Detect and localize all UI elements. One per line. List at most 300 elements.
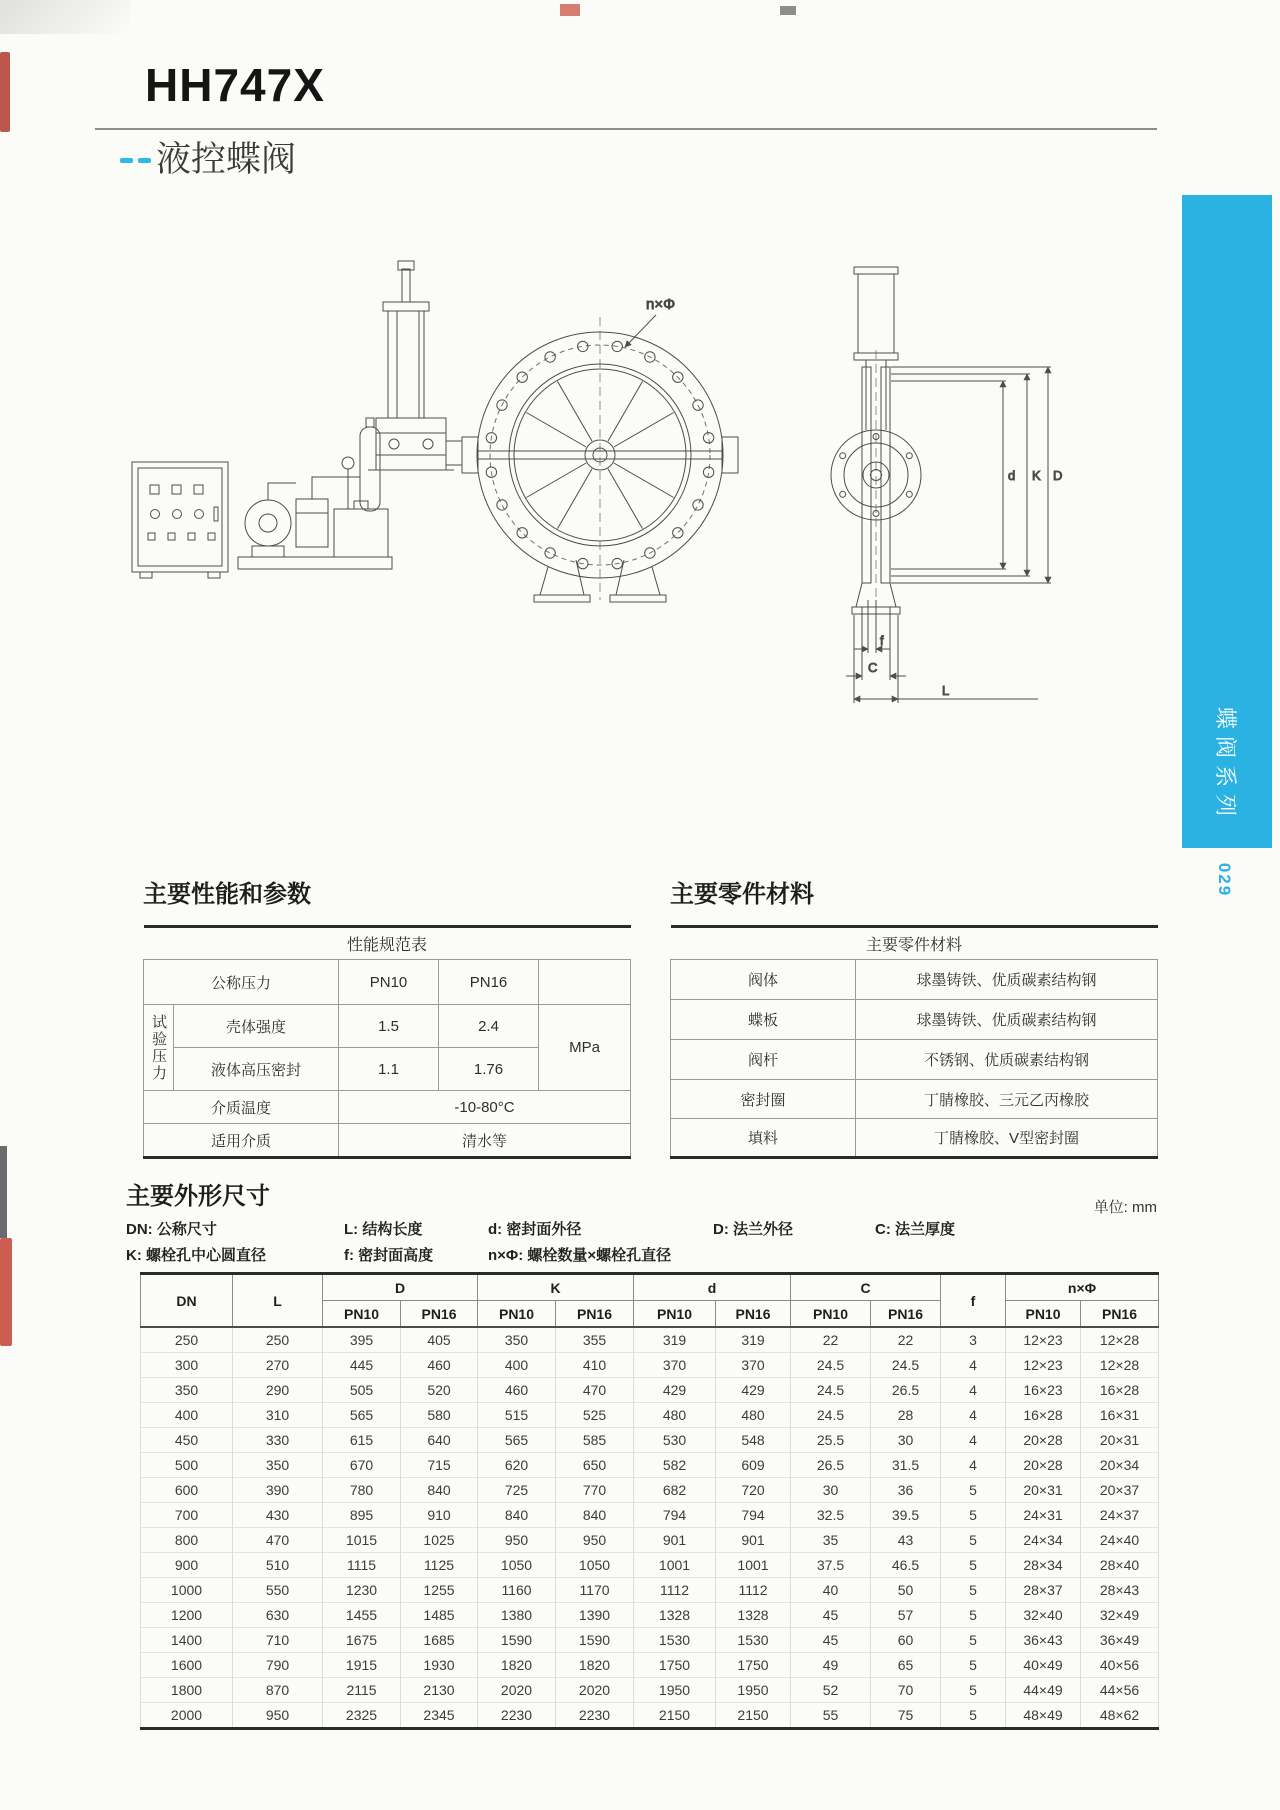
dimension-cell: 12×23 xyxy=(1006,1327,1081,1353)
actuator-drawing xyxy=(368,261,462,470)
dimension-cell: 840 xyxy=(401,1478,478,1503)
dimension-cell: 40 xyxy=(791,1578,871,1603)
col-header-f: f xyxy=(941,1274,1006,1328)
dimension-cell: 5 xyxy=(941,1603,1006,1628)
dimension-cell: 37.5 xyxy=(791,1553,871,1578)
table-row xyxy=(141,1353,1159,1378)
nominal-pressure-label: 公称压力 xyxy=(144,960,339,1005)
row-label: 液体高压密封 xyxy=(174,1048,339,1091)
part-material: 球墨铸铁、优质碳素结构钢 xyxy=(856,960,1158,1000)
dimensions-table-header xyxy=(141,1274,1159,1328)
dimension-cell: 48×49 xyxy=(1006,1703,1081,1729)
dimension-cell: 445 xyxy=(323,1353,401,1378)
value-cell: 1.76 xyxy=(439,1048,539,1091)
dimension-cell: 250 xyxy=(141,1327,233,1353)
table-row xyxy=(671,960,1158,1000)
dimension-cell: 3 xyxy=(941,1327,1006,1353)
dimension-cell: 1800 xyxy=(141,1678,233,1703)
dimension-cell: 319 xyxy=(634,1327,716,1353)
dim-label-d: d xyxy=(1008,468,1016,483)
table-header-row xyxy=(141,1274,1159,1301)
print-artifact xyxy=(0,1146,7,1238)
col-header-dn: DN xyxy=(141,1274,233,1328)
dimension-cell: 395 xyxy=(323,1327,401,1353)
dim-label-L: L xyxy=(942,683,950,698)
accent-dash xyxy=(138,158,151,163)
dimension-cell: 60 xyxy=(871,1628,941,1653)
temp-value: -10-80°C xyxy=(339,1091,631,1124)
dimension-cell: 582 xyxy=(634,1453,716,1478)
col-header-pn10: PN10 xyxy=(791,1301,871,1328)
materials-heading: 主要零件材料 xyxy=(670,881,814,908)
col-group-K: K xyxy=(478,1274,634,1301)
dimension-cell: 950 xyxy=(233,1703,323,1729)
legend-item: K: 螺栓孔中心圆直径 xyxy=(126,1247,266,1264)
col-header-pn10: PN10 xyxy=(1006,1301,1081,1328)
control-cabinet-drawing xyxy=(132,462,228,578)
dimension-cell: 1380 xyxy=(478,1603,556,1628)
col-group-n: n×Φ xyxy=(1006,1274,1159,1301)
dimension-cell: 1170 xyxy=(556,1578,634,1603)
dimension-cell: 24.5 xyxy=(791,1403,871,1428)
dimension-cell: 75 xyxy=(871,1703,941,1729)
dimension-cell: 840 xyxy=(556,1503,634,1528)
dimension-cell: 510 xyxy=(233,1553,323,1578)
table-row xyxy=(671,1080,1158,1119)
table-row xyxy=(141,1503,1159,1528)
dimension-cell: 31.5 xyxy=(871,1453,941,1478)
dimension-cell: 46.5 xyxy=(871,1553,941,1578)
page-number: 029 xyxy=(1215,862,1234,898)
dimension-cell: 1590 xyxy=(478,1628,556,1653)
dimension-cell: 565 xyxy=(478,1428,556,1453)
table-row xyxy=(141,1553,1159,1578)
dimension-cell: 5 xyxy=(941,1553,1006,1578)
dimension-cell: 4 xyxy=(941,1428,1006,1453)
table-row xyxy=(141,1403,1159,1428)
dimension-cell: 630 xyxy=(233,1603,323,1628)
dimension-cell: 70 xyxy=(871,1678,941,1703)
dimension-cell: 24.5 xyxy=(871,1353,941,1378)
dimension-cell: 2345 xyxy=(401,1703,478,1729)
dimension-cell: 620 xyxy=(478,1453,556,1478)
dimension-cell: 20×34 xyxy=(1081,1453,1159,1478)
dimension-cell: 682 xyxy=(634,1478,716,1503)
dimension-cell: 710 xyxy=(233,1628,323,1653)
dimension-cell: 45 xyxy=(791,1603,871,1628)
sidebar-series-label: 蝶阀系列 xyxy=(1213,706,1238,823)
dimension-cell: 405 xyxy=(401,1327,478,1353)
dimension-cell: 1328 xyxy=(634,1603,716,1628)
dimension-cell: 4 xyxy=(941,1353,1006,1378)
part-name: 填料 xyxy=(671,1119,856,1158)
part-material: 丁腈橡胶、V型密封圈 xyxy=(856,1119,1158,1158)
dimension-cell: 1820 xyxy=(478,1653,556,1678)
dimension-cell: 5 xyxy=(941,1653,1006,1678)
dimension-cell: 1255 xyxy=(401,1578,478,1603)
dimension-cell: 20×31 xyxy=(1006,1478,1081,1503)
col-header-l: L xyxy=(233,1274,323,1328)
col-header-pn10: PN10 xyxy=(478,1301,556,1328)
dimension-cell: 36×43 xyxy=(1006,1628,1081,1653)
dimension-cell: 5 xyxy=(941,1528,1006,1553)
performance-table xyxy=(143,925,631,1159)
media-value: 清水等 xyxy=(339,1124,631,1158)
dimension-cell: 35 xyxy=(791,1528,871,1553)
dimension-cell: 24.5 xyxy=(791,1378,871,1403)
dimension-cell: 1112 xyxy=(634,1578,716,1603)
performance-table-title: 性能规范表 xyxy=(144,927,631,960)
dimension-cell: 1400 xyxy=(141,1628,233,1653)
dimension-cell: 895 xyxy=(323,1503,401,1528)
dimension-cell: 1001 xyxy=(716,1553,791,1578)
dimension-cell: 400 xyxy=(478,1353,556,1378)
print-artifact xyxy=(0,0,130,34)
unit-cell: MPa xyxy=(539,1005,631,1091)
part-name: 蝶板 xyxy=(671,1000,856,1040)
materials-table-title: 主要零件材料 xyxy=(671,927,1158,960)
pn16-header: PN16 xyxy=(439,960,539,1005)
dimension-cell: 300 xyxy=(141,1353,233,1378)
media-label: 适用介质 xyxy=(144,1124,339,1158)
col-group-C: C xyxy=(791,1274,941,1301)
dimension-cell: 290 xyxy=(233,1378,323,1403)
dimension-cell: 700 xyxy=(141,1503,233,1528)
dimension-cell: 429 xyxy=(716,1378,791,1403)
pn10-header: PN10 xyxy=(339,960,439,1005)
dimension-cell: 20×28 xyxy=(1006,1428,1081,1453)
dimension-cell: 45 xyxy=(791,1628,871,1653)
dimension-cell: 1050 xyxy=(556,1553,634,1578)
dimension-cell: 2020 xyxy=(556,1678,634,1703)
table-row xyxy=(144,927,631,960)
dimension-cell: 1390 xyxy=(556,1603,634,1628)
performance-heading: 主要性能和参数 xyxy=(143,881,311,908)
dimension-cell: 470 xyxy=(556,1378,634,1403)
dimension-cell: 470 xyxy=(233,1528,323,1553)
dimension-cell: 794 xyxy=(716,1503,791,1528)
col-header-pn16: PN16 xyxy=(871,1301,941,1328)
dimension-cell: 548 xyxy=(716,1428,791,1453)
dimension-cell: 910 xyxy=(401,1503,478,1528)
table-row xyxy=(141,1453,1159,1478)
dimension-cell: 609 xyxy=(716,1453,791,1478)
table-row xyxy=(141,1628,1159,1653)
col-header-pn16: PN16 xyxy=(716,1301,791,1328)
dimension-cell: 1930 xyxy=(401,1653,478,1678)
col-header-pn16: PN16 xyxy=(556,1301,634,1328)
hydraulic-unit-drawing xyxy=(238,418,392,569)
dimension-cell: 550 xyxy=(233,1578,323,1603)
technical-drawing xyxy=(110,255,1070,725)
dimension-cell: 390 xyxy=(233,1478,323,1503)
dimensions-heading: 主要外形尺寸 xyxy=(126,1183,270,1210)
value-cell: 1.5 xyxy=(339,1005,439,1048)
dimension-cell: 715 xyxy=(401,1453,478,1478)
dimension-cell: 1025 xyxy=(401,1528,478,1553)
col-group-D: D xyxy=(323,1274,478,1301)
dimension-cell: 16×23 xyxy=(1006,1378,1081,1403)
table-row xyxy=(671,1119,1158,1158)
dimension-cell: 2230 xyxy=(556,1703,634,1729)
dimension-cell: 32×49 xyxy=(1081,1603,1159,1628)
dim-label-D: D xyxy=(1053,468,1063,483)
dimensions-legend xyxy=(126,1218,1157,1270)
dimension-cell: 520 xyxy=(401,1378,478,1403)
dimension-cell: 515 xyxy=(478,1403,556,1428)
dimension-cell: 1600 xyxy=(141,1653,233,1678)
dimension-cell: 36 xyxy=(871,1478,941,1503)
dimension-cell: 65 xyxy=(871,1653,941,1678)
part-material: 球墨铸铁、优质碳素结构钢 xyxy=(856,1000,1158,1040)
dimension-cell: 52 xyxy=(791,1678,871,1703)
table-row xyxy=(144,1005,631,1048)
table-row xyxy=(144,1124,631,1158)
table-row xyxy=(141,1678,1159,1703)
dimension-cell: 460 xyxy=(401,1353,478,1378)
dimension-cell: 5 xyxy=(941,1678,1006,1703)
test-pressure-label: 试验压力 xyxy=(144,1005,174,1091)
dimension-cell: 22 xyxy=(791,1327,871,1353)
dimension-cell: 49 xyxy=(791,1653,871,1678)
valve-side-view-drawing xyxy=(831,267,1062,703)
dimension-cell: 1328 xyxy=(716,1603,791,1628)
dimension-cell: 1230 xyxy=(323,1578,401,1603)
dimension-cell: 900 xyxy=(141,1553,233,1578)
dimension-cell: 720 xyxy=(716,1478,791,1503)
dimension-cell: 1950 xyxy=(716,1678,791,1703)
value-cell: 1.1 xyxy=(339,1048,439,1091)
dimension-cell: 870 xyxy=(233,1678,323,1703)
dimension-cell: 565 xyxy=(323,1403,401,1428)
part-name: 阀体 xyxy=(671,960,856,1000)
dimension-cell: 55 xyxy=(791,1703,871,1729)
dimension-cell: 794 xyxy=(634,1503,716,1528)
dimension-cell: 4 xyxy=(941,1403,1006,1428)
dimension-cell: 24.5 xyxy=(791,1353,871,1378)
legend-item: n×Φ: 螺栓数量×螺栓孔直径 xyxy=(488,1247,672,1264)
dimension-cell: 370 xyxy=(634,1353,716,1378)
dimension-cell: 1530 xyxy=(634,1628,716,1653)
dimension-cell: 270 xyxy=(233,1353,323,1378)
dimension-cell: 950 xyxy=(556,1528,634,1553)
dimension-cell: 770 xyxy=(556,1478,634,1503)
dimension-cell: 901 xyxy=(634,1528,716,1553)
dimension-cell: 5 xyxy=(941,1628,1006,1653)
legend-item: C: 法兰厚度 xyxy=(875,1221,955,1238)
dimension-cell: 1485 xyxy=(401,1603,478,1628)
dimension-cell: 500 xyxy=(141,1453,233,1478)
dimension-cell: 650 xyxy=(556,1453,634,1478)
page-subtitle: 液控蝶阀 xyxy=(156,140,297,179)
dimension-cell: 350 xyxy=(233,1453,323,1478)
dimension-cell: 24×31 xyxy=(1006,1503,1081,1528)
dimension-cell: 725 xyxy=(478,1478,556,1503)
value-cell: 2.4 xyxy=(439,1005,539,1048)
dimension-cell: 1115 xyxy=(323,1553,401,1578)
dimension-cell: 16×31 xyxy=(1081,1403,1159,1428)
dimension-cell: 28×34 xyxy=(1006,1553,1081,1578)
dimension-cell: 30 xyxy=(791,1478,871,1503)
dimension-cell: 670 xyxy=(323,1453,401,1478)
dimension-cell: 1915 xyxy=(323,1653,401,1678)
table-row xyxy=(671,927,1158,960)
dimension-cell: 5 xyxy=(941,1503,1006,1528)
dimension-cell: 1160 xyxy=(478,1578,556,1603)
dimension-cell: 30 xyxy=(871,1428,941,1453)
dimension-cell: 640 xyxy=(401,1428,478,1453)
accent-dash xyxy=(120,158,133,163)
dimension-cell: 1015 xyxy=(323,1528,401,1553)
dimension-cell: 505 xyxy=(323,1378,401,1403)
table-row xyxy=(141,1428,1159,1453)
dimension-cell: 28×37 xyxy=(1006,1578,1081,1603)
dimension-cell: 44×56 xyxy=(1081,1678,1159,1703)
dimension-cell: 39.5 xyxy=(871,1503,941,1528)
materials-table xyxy=(670,925,1158,1159)
dimension-cell: 410 xyxy=(556,1353,634,1378)
dimension-cell: 5 xyxy=(941,1578,1006,1603)
col-header-pn16: PN16 xyxy=(401,1301,478,1328)
dimension-cell: 1750 xyxy=(716,1653,791,1678)
dim-label-K: K xyxy=(1032,468,1041,483)
part-material: 丁腈橡胶、三元乙丙橡胶 xyxy=(856,1080,1158,1119)
dimension-cell: 50 xyxy=(871,1578,941,1603)
dimension-cell: 4 xyxy=(941,1453,1006,1478)
dimension-cell: 1820 xyxy=(556,1653,634,1678)
dimension-cell: 44×49 xyxy=(1006,1678,1081,1703)
legend-item: f: 密封面高度 xyxy=(344,1247,434,1264)
dimension-cell: 1455 xyxy=(323,1603,401,1628)
dimension-cell: 2325 xyxy=(323,1703,401,1729)
part-name: 阀杆 xyxy=(671,1040,856,1080)
dimension-cell: 22 xyxy=(871,1327,941,1353)
dimension-cell: 950 xyxy=(478,1528,556,1553)
table-row xyxy=(141,1528,1159,1553)
dimension-cell: 319 xyxy=(716,1327,791,1353)
dimension-cell: 28 xyxy=(871,1403,941,1428)
dimension-cell: 901 xyxy=(716,1528,791,1553)
col-header-pn10: PN10 xyxy=(323,1301,401,1328)
dimension-cell: 32×40 xyxy=(1006,1603,1081,1628)
dimension-cell: 26.5 xyxy=(871,1378,941,1403)
dimension-cell: 615 xyxy=(323,1428,401,1453)
dimension-cell: 1001 xyxy=(634,1553,716,1578)
dimension-cell: 40×56 xyxy=(1081,1653,1159,1678)
dimension-cell: 1685 xyxy=(401,1628,478,1653)
dimension-cell: 40×49 xyxy=(1006,1653,1081,1678)
dimension-cell: 480 xyxy=(634,1403,716,1428)
dimension-cell: 5 xyxy=(941,1478,1006,1503)
dimension-cell: 28×43 xyxy=(1081,1578,1159,1603)
dim-label-f: f xyxy=(880,633,884,648)
dimension-cell: 350 xyxy=(478,1327,556,1353)
dimension-cell: 790 xyxy=(233,1653,323,1678)
table-row xyxy=(144,960,631,1005)
dimension-cell: 24×34 xyxy=(1006,1528,1081,1553)
dimensions-table-body xyxy=(141,1327,1159,1729)
dimension-cell: 2115 xyxy=(323,1678,401,1703)
dimension-cell: 2000 xyxy=(141,1703,233,1729)
dimension-cell: 20×31 xyxy=(1081,1428,1159,1453)
dimension-cell: 12×23 xyxy=(1006,1353,1081,1378)
row-label: 壳体强度 xyxy=(174,1005,339,1048)
dimension-cell: 2130 xyxy=(401,1678,478,1703)
print-artifact xyxy=(560,4,580,16)
table-row xyxy=(141,1378,1159,1403)
dimension-cell: 250 xyxy=(233,1327,323,1353)
dimension-cell: 5 xyxy=(941,1703,1006,1729)
dimension-cell: 36×49 xyxy=(1081,1628,1159,1653)
dimension-cell: 580 xyxy=(401,1403,478,1428)
print-artifact xyxy=(0,1238,12,1346)
dimension-cell: 310 xyxy=(233,1403,323,1428)
title-divider xyxy=(95,128,1157,130)
part-material: 不锈钢、优质碳素结构钢 xyxy=(856,1040,1158,1080)
legend-item: d: 密封面外径 xyxy=(488,1221,582,1238)
temp-label: 介质温度 xyxy=(144,1091,339,1124)
dimension-cell: 400 xyxy=(141,1403,233,1428)
dimension-cell: 525 xyxy=(556,1403,634,1428)
dimension-cell: 20×28 xyxy=(1006,1453,1081,1478)
dimension-cell: 24×37 xyxy=(1081,1503,1159,1528)
unit-note: 单位: mm xyxy=(1093,1199,1157,1216)
col-group-d: d xyxy=(634,1274,791,1301)
subtitle-accent-dashes xyxy=(120,152,156,170)
dimension-cell: 1112 xyxy=(716,1578,791,1603)
dimension-cell: 43 xyxy=(871,1528,941,1553)
dimension-cell: 12×28 xyxy=(1081,1353,1159,1378)
dimensions-table xyxy=(140,1272,1159,1730)
table-row xyxy=(141,1703,1159,1729)
col-header-pn16: PN16 xyxy=(1081,1301,1159,1328)
dimension-cell: 1590 xyxy=(556,1628,634,1653)
page-title: HH747X xyxy=(145,59,325,111)
table-row xyxy=(141,1653,1159,1678)
dimension-cell: 48×62 xyxy=(1081,1703,1159,1729)
dimension-cell: 780 xyxy=(323,1478,401,1503)
dimension-cell: 1000 xyxy=(141,1578,233,1603)
dimension-cell: 24×40 xyxy=(1081,1528,1159,1553)
dimension-cell: 26.5 xyxy=(791,1453,871,1478)
dimension-cell: 600 xyxy=(141,1478,233,1503)
dimension-cell: 1750 xyxy=(634,1653,716,1678)
dimension-cell: 530 xyxy=(634,1428,716,1453)
dimension-cell: 57 xyxy=(871,1603,941,1628)
legend-item: D: 法兰外径 xyxy=(713,1221,793,1238)
legend-item: L: 结构长度 xyxy=(344,1221,423,1238)
dimension-cell: 20×37 xyxy=(1081,1478,1159,1503)
dim-label-C: C xyxy=(868,660,878,675)
empty-cell xyxy=(539,960,631,1005)
dimension-cell: 28×40 xyxy=(1081,1553,1159,1578)
table-row xyxy=(141,1327,1159,1353)
table-row xyxy=(671,1040,1158,1080)
dimension-cell: 2020 xyxy=(478,1678,556,1703)
dimension-cell: 1050 xyxy=(478,1553,556,1578)
dimension-cell: 800 xyxy=(141,1528,233,1553)
dimension-cell: 1200 xyxy=(141,1603,233,1628)
table-row xyxy=(671,1000,1158,1040)
dimension-cell: 350 xyxy=(141,1378,233,1403)
print-artifact xyxy=(780,6,796,15)
dimension-cell: 32.5 xyxy=(791,1503,871,1528)
dimension-cell: 12×28 xyxy=(1081,1327,1159,1353)
dimension-cell: 330 xyxy=(233,1428,323,1453)
bolt-spec-label: n×Φ xyxy=(646,296,676,313)
col-header-pn10: PN10 xyxy=(634,1301,716,1328)
dimension-cell: 1950 xyxy=(634,1678,716,1703)
